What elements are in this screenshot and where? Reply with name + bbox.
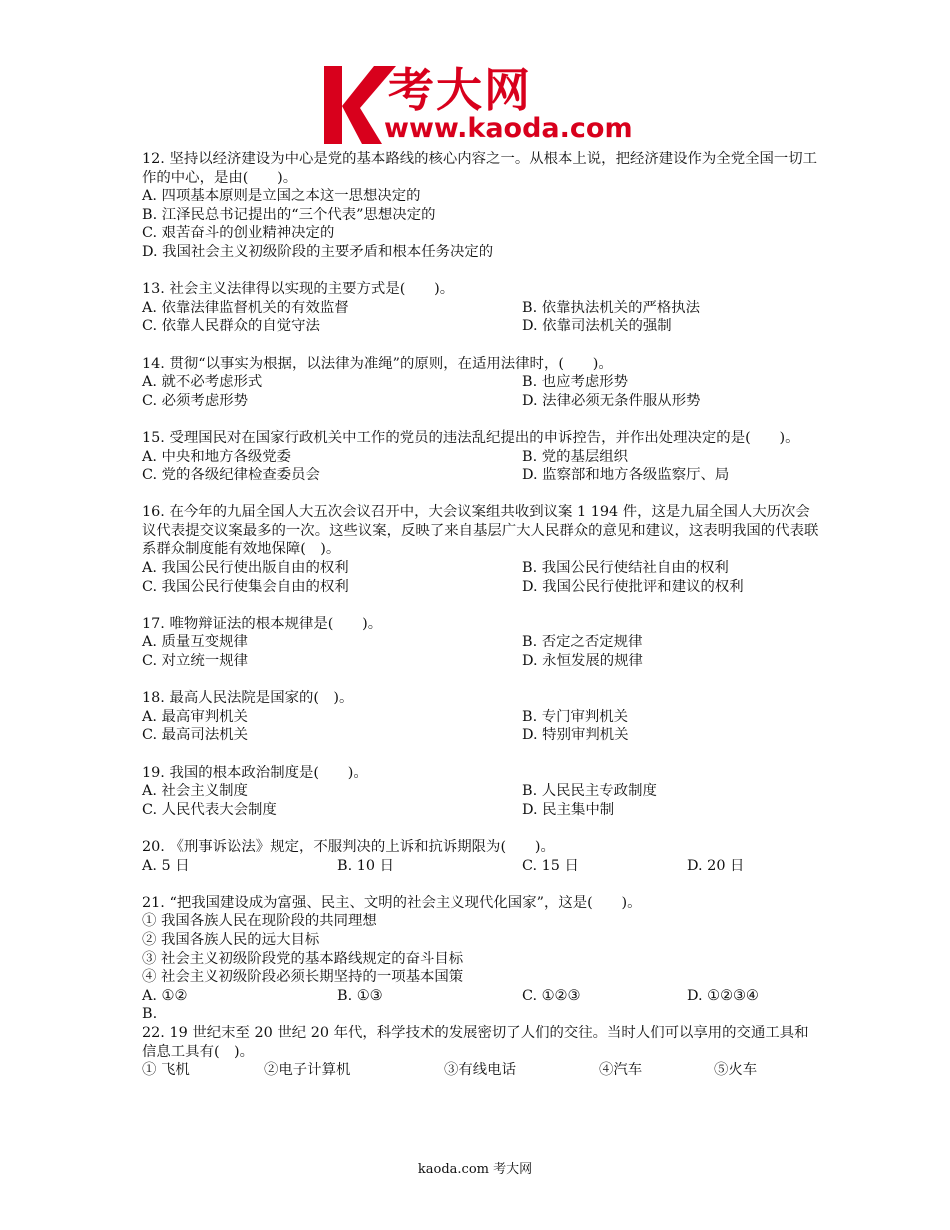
option-a: A. 四项基本原则是立国之本这一思想决定的 (142, 188, 421, 205)
question-stem: 16. 在今年的九届全国人大五次会议召开中，大会议案组共收到议案 1 194 件，这是九届全国人大历次会议代表提交议案最多的一次。这些议案，反映了来自基层广大人民群众的意见和建议，这表明我国的代表联系群众制度能有效地保障( )。 (142, 504, 819, 558)
option-a: A. 质量互变规律 (142, 634, 248, 651)
answer-text: B. (142, 1006, 158, 1023)
option-a: A. 社会主义制度 (142, 783, 248, 800)
question-22 (142, 1024, 820, 1080)
option-c: C. 最高司法机关 (142, 727, 248, 744)
option-b: B. 我国公民行使结社自由的权利 (522, 560, 729, 577)
question-12 (142, 150, 820, 262)
option-c: C. 必须考虑形势 (142, 392, 248, 409)
question-13 (142, 280, 820, 336)
question-stem: 17. 唯物辩证法的根本规律是( )。 (142, 615, 383, 632)
site-logo[interactable] (322, 62, 634, 148)
question-20 (142, 838, 820, 875)
question-list (142, 150, 820, 1098)
option-c: C. 对立统一规律 (142, 653, 248, 670)
option-a: A. 就不必考虑形式 (142, 374, 263, 391)
option-d: D. 法律必须无条件服从形势 (522, 392, 701, 409)
logo-title: 考大网 (388, 63, 532, 117)
option-a: A. 中央和地方各级党委 (142, 448, 292, 465)
question-19 (142, 764, 820, 820)
question-stem: 20. 《刑事诉讼法》规定，不服判决的上诉和抗诉期限为( )。 (142, 838, 555, 855)
option-d: D. 监察部和地方各级监察厅、局 (522, 467, 730, 484)
question-15 (142, 429, 820, 485)
item-2: ②电子计算机 (264, 1062, 351, 1079)
option-d: D. ①②③④ (687, 987, 759, 1004)
option-c: C. 人民代表大会制度 (142, 801, 277, 818)
item-4: ④汽车 (599, 1062, 643, 1079)
option-a: A. 我国公民行使出版自由的权利 (142, 560, 349, 577)
option-c: C. 我国公民行使集会自由的权利 (142, 578, 349, 595)
option-b: B. 10 日 (337, 857, 395, 874)
option-a: A. ①② (142, 987, 188, 1004)
option-d: D. 特别审判机关 (522, 727, 629, 744)
question-14 (142, 355, 820, 411)
item-3: ③有线电话 (444, 1062, 516, 1079)
question-17 (142, 615, 820, 671)
option-d: D. 依靠司法机关的强制 (522, 318, 672, 335)
option-d: D. 我国公民行使批评和建议的权利 (522, 578, 744, 595)
option-b: B. 人民民主专政制度 (522, 783, 657, 800)
option-a: A. 依靠法律监督机关的有效监督 (142, 299, 349, 316)
item-5: ⑤火车 (714, 1062, 758, 1079)
question-stem: 21. “把我国建设成为富强、民主、文明的社会主义现代化国家”，这是( )。 (142, 894, 642, 911)
question-stem: 14. 贯彻“以事实为根据，以法律为准绳”的原则，在适用法律时，( )。 (142, 355, 613, 372)
option-b: B. 专门审判机关 (522, 708, 629, 725)
item-1: ① 飞机 (142, 1062, 190, 1079)
statement-4: ④ 社会主义初级阶段必须长期坚持的一项基本国策 (142, 969, 464, 986)
option-c: C. 15 日 (522, 857, 579, 874)
question-stem: 19. 我国的根本政治制度是( )。 (142, 764, 368, 781)
question-stem: 15. 受理国民对在国家行政机关中工作的党员的违法乱纪提出的申诉控告，并作出处理决定的是( )。 (142, 429, 800, 446)
option-c: C. ①②③ (522, 987, 581, 1004)
option-b: B. 也应考虑形势 (522, 374, 629, 391)
page-footer[interactable]: kaoda.com 考大网 (417, 1162, 533, 1177)
option-c: C. 党的各级纪律检查委员会 (142, 467, 320, 484)
statement-2: ② 我国各族人民的远大目标 (142, 931, 320, 948)
logo-url: www.kaoda.com (384, 113, 633, 144)
option-d: D. 我国社会主义初级阶段的主要矛盾和根本任务决定的 (142, 243, 494, 260)
option-d: D. 20 日 (687, 857, 745, 874)
question-18 (142, 689, 820, 745)
option-d: D. 民主集中制 (522, 801, 615, 818)
option-c: C. 艰苦奋斗的创业精神决定的 (142, 225, 335, 242)
option-b: B. ①③ (337, 987, 383, 1004)
question-16 (142, 503, 820, 596)
question-stem: 18. 最高人民法院是国家的( )。 (142, 690, 354, 707)
option-b: B. 党的基层组织 (522, 448, 629, 465)
question-21 (142, 894, 820, 1024)
option-d: D. 永恒发展的规律 (522, 653, 643, 670)
option-b: B. 江泽民总书记提出的“三个代表”思想决定的 (142, 206, 436, 223)
statement-3: ③ 社会主义初级阶段党的基本路线规定的奋斗目标 (142, 950, 464, 967)
option-c: C. 依靠人民群众的自觉守法 (142, 318, 320, 335)
statement-1: ① 我国各族人民在现阶段的共同理想 (142, 913, 377, 930)
question-stem: 13. 社会主义法律得以实现的主要方式是( )。 (142, 281, 455, 298)
question-stem: 12. 坚持以经济建设为中心是党的基本路线的核心内容之一。从根本上说，把经济建设作为全党全国一切工作的中心，是由( )。 (142, 151, 818, 186)
question-stem: 22. 19 世纪末至 20 世纪 20 年代，科学技术的发展密切了人们的交往。当时人们可以享用的交通工具和信息工具有( )。 (142, 1024, 809, 1060)
option-b: B. 否定之否定规律 (522, 634, 643, 651)
option-b: B. 依靠执法机关的严格执法 (522, 299, 701, 316)
option-a: A. 最高审判机关 (142, 708, 248, 725)
option-a: A. 5 日 (142, 857, 190, 874)
